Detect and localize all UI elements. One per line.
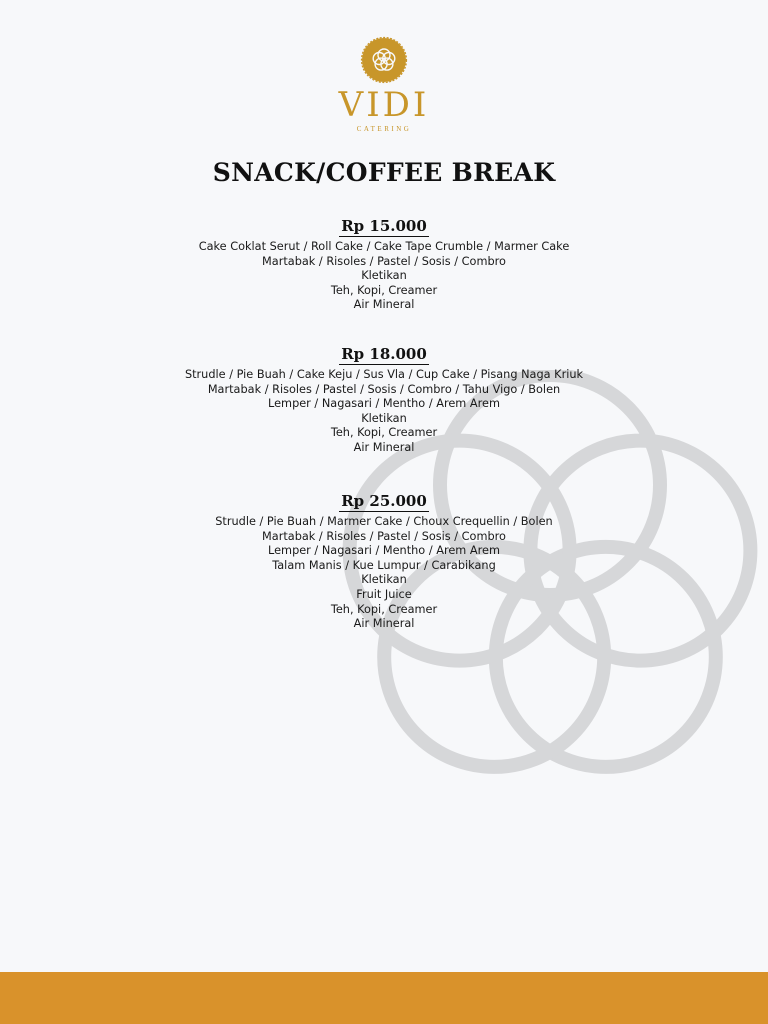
list-item: Teh, Kopi, Creamer (330, 426, 438, 440)
brand-name: VIDI (338, 85, 430, 125)
package-15000 (0, 216, 768, 313)
flower-emblem-icon (360, 36, 408, 84)
list-item: Lemper / Nagasari / Mentho / Arem Arem (268, 544, 500, 558)
package-18000 (0, 344, 768, 456)
list-item: Air Mineral (353, 440, 415, 454)
package-price: Rp 18.000 (341, 345, 427, 363)
list-item: Martabak / Risoles / Pastel / Sosis / Combro (262, 529, 506, 543)
package-items (0, 515, 768, 632)
list-item: Kletikan (361, 573, 407, 587)
package-items (0, 368, 768, 456)
list-item: Strudle / Pie Buah / Marmer Cake / Choux Crequellin / Bolen (215, 515, 553, 528)
list-item: Air Mineral (353, 298, 415, 312)
list-item: Teh, Kopi, Creamer (330, 283, 438, 297)
list-item: Teh, Kopi, Creamer (330, 602, 438, 616)
list-item: Kletikan (361, 411, 407, 425)
package-items (0, 240, 768, 313)
list-item: Lemper / Nagasari / Mentho / Arem Arem (268, 397, 500, 411)
list-item: Martabak / Risoles / Pastel / Sosis / Combro (262, 254, 506, 268)
package-price: Rp 25.000 (341, 492, 427, 510)
list-item: Fruit Juice (356, 587, 412, 601)
page-title: SNACK/COFFEE BREAK (212, 158, 556, 187)
list-item: Talam Manis / Kue Lumpur / Carabikang (272, 558, 496, 572)
package-price: Rp 15.000 (341, 217, 427, 235)
brand-logo (0, 36, 768, 134)
footer-band (0, 972, 768, 1024)
package-25000 (0, 491, 768, 632)
list-item: Strudle / Pie Buah / Cake Keju / Sus Vla / Cup Cake / Pisang Naga Kriuk (184, 368, 584, 381)
list-item: Cake Coklat Serut / Roll Cake / Cake Tape Crumble / Marmer Cake (198, 240, 570, 253)
list-item: Martabak / Risoles / Pastel / Sosis / Combro / Tahu Vigo / Bolen (207, 382, 561, 396)
list-item: Kletikan (361, 269, 407, 283)
brand-subtitle: CATERING (356, 125, 412, 133)
list-item: Air Mineral (353, 617, 415, 631)
